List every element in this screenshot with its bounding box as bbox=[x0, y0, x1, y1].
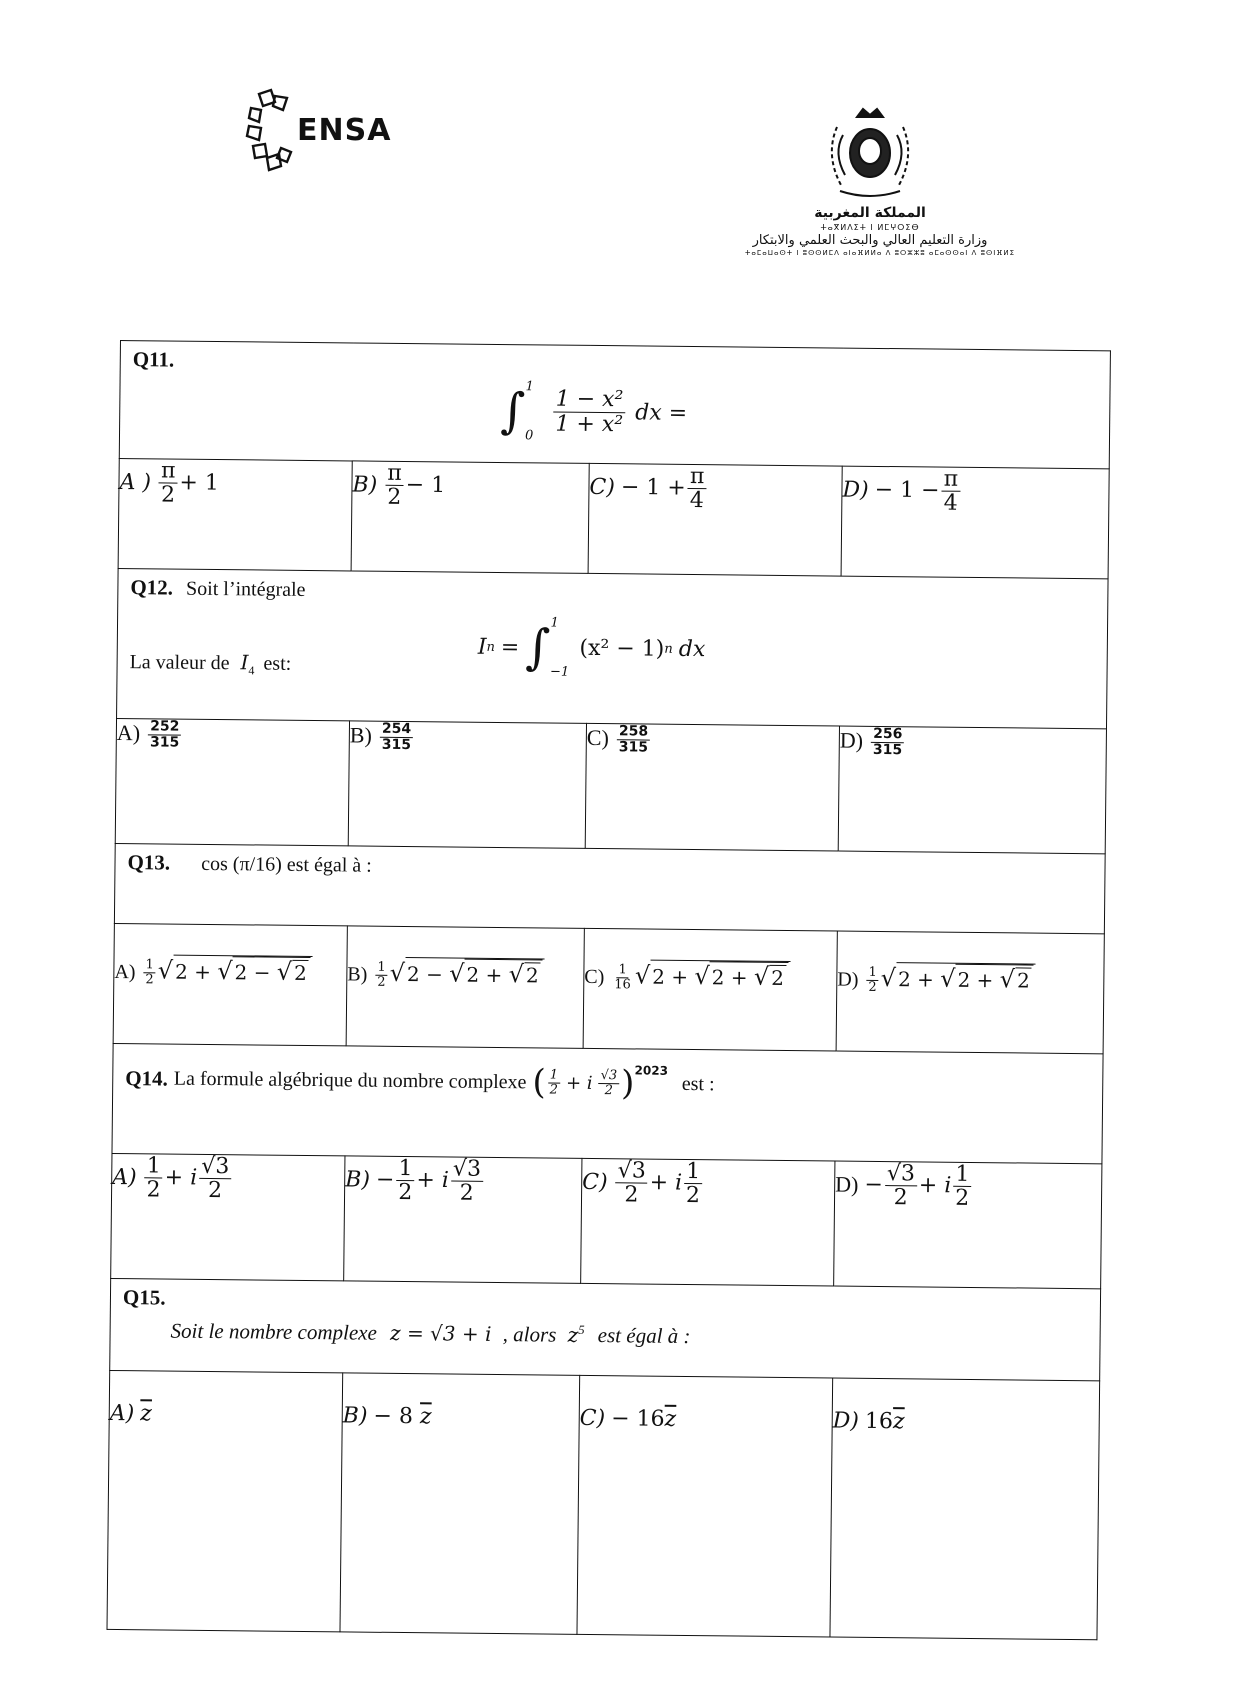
q12-option-b[interactable] bbox=[348, 721, 586, 848]
q14-expression: ( $\frac{1}{2}$ + i $\frac{√3}{2}$ ) $^{2023}$ bbox=[532, 1062, 669, 1104]
q12-lhs: I bbox=[477, 634, 487, 660]
expr-op: + i bbox=[565, 1072, 593, 1094]
sqrt-icon: √ bbox=[999, 965, 1016, 994]
q15-option-b[interactable] bbox=[340, 1373, 580, 1634]
option-imag-num: 1 bbox=[684, 1160, 702, 1184]
question-table bbox=[106, 340, 1110, 1640]
radicand-inner: 2 + bbox=[957, 967, 994, 993]
option-letter: B) bbox=[342, 1403, 368, 1429]
sqrt-icon: √ bbox=[508, 960, 525, 989]
q12-exponent: n bbox=[664, 641, 673, 657]
integral-sign-icon: ∫ bbox=[525, 619, 551, 676]
option-op: + i bbox=[918, 1173, 952, 1199]
option-imag-den: 2 bbox=[207, 1178, 223, 1204]
option-coef: − 8 bbox=[373, 1403, 414, 1430]
option-letter: D) bbox=[835, 1171, 859, 1197]
ensa-wordmark: ENSA bbox=[297, 112, 392, 148]
option-conjugate: $\overline{z}$ bbox=[664, 1406, 677, 1432]
option-den: 2 bbox=[387, 484, 402, 511]
option-coef-num: 1 bbox=[616, 964, 628, 979]
option-den: 4 bbox=[943, 490, 958, 516]
option-letter: A ) bbox=[119, 469, 152, 495]
q12-question-tail: est: bbox=[263, 652, 292, 675]
option-letter: C) bbox=[589, 474, 616, 500]
q12-label: Q12. bbox=[130, 575, 174, 600]
radicand-inner: 2 − bbox=[234, 960, 271, 985]
option-letter: B) bbox=[347, 963, 368, 986]
radicand-inner: 2 + bbox=[711, 965, 748, 990]
option-coef-num: 1 bbox=[866, 966, 878, 981]
option-letter: D) bbox=[837, 968, 859, 991]
option-real-num: 1 bbox=[145, 1154, 163, 1178]
option-letter: A) bbox=[109, 1400, 135, 1427]
q11-label: Q11. bbox=[132, 347, 175, 372]
option-real-den: 2 bbox=[398, 1180, 413, 1206]
option-suffix: + 1 bbox=[179, 470, 220, 496]
option-letter: C) bbox=[584, 965, 605, 989]
q11-upper-bound: 1 bbox=[525, 379, 534, 395]
q12-tail: dx bbox=[678, 636, 706, 662]
option-letter: D) bbox=[839, 727, 864, 753]
q11-option-b[interactable] bbox=[351, 461, 589, 573]
crest-arabic-ministry: وزارة التعليم العالي والبحث العلمي والابتكار bbox=[752, 232, 988, 248]
radicand-outer: 2 − bbox=[406, 962, 443, 987]
q13-option-d[interactable] bbox=[836, 931, 1104, 1054]
q15-stem-text: Soit le nombre complexe bbox=[170, 1318, 377, 1345]
option-coef-den: 2 bbox=[868, 979, 877, 995]
q12-var: I bbox=[240, 650, 249, 675]
q15-stem-tail: est égal à : bbox=[597, 1323, 691, 1349]
q12-option-c[interactable] bbox=[585, 723, 839, 851]
sqrt-icon: √ bbox=[276, 957, 293, 986]
radicand-innermost: 2 bbox=[292, 960, 309, 985]
option-num: π bbox=[159, 459, 178, 483]
option-letter: C) bbox=[582, 1169, 608, 1195]
q12-question bbox=[129, 649, 291, 679]
expr-b-den: 2 bbox=[604, 1082, 614, 1098]
option-num: π bbox=[385, 462, 404, 486]
q13-stem-text: cos (π/16) est égal à : bbox=[201, 852, 372, 877]
option-conjugate: $\overline{z}$ bbox=[892, 1409, 905, 1435]
q12-stem-text: Soit l’intégrale bbox=[185, 577, 306, 601]
option-num: 252 bbox=[148, 719, 181, 735]
q13-label: Q13. bbox=[127, 850, 171, 875]
q12-lhs-sub: n bbox=[486, 639, 495, 655]
option-imag-den: 2 bbox=[459, 1180, 474, 1206]
option-letter: D) bbox=[832, 1408, 860, 1434]
q12-var-sub: 4 bbox=[248, 663, 255, 678]
expr-a-den: 2 bbox=[549, 1082, 559, 1098]
sqrt-icon: √ bbox=[940, 964, 956, 993]
option-coef-num: 1 bbox=[375, 961, 387, 976]
option-num: 258 bbox=[617, 724, 650, 740]
sqrt-icon: √ bbox=[157, 956, 174, 985]
radicand-innermost: 2 bbox=[1015, 967, 1032, 992]
q13-stem bbox=[114, 843, 1105, 933]
option-sign: − bbox=[375, 1167, 395, 1193]
option-prefix: − 1 + bbox=[620, 474, 686, 501]
q12-stem bbox=[117, 568, 1109, 728]
option-coef: − 16 bbox=[611, 1406, 665, 1432]
option-letter: B) bbox=[349, 722, 373, 748]
option-real-den: 2 bbox=[624, 1182, 639, 1208]
option-suffix: − 1 bbox=[405, 472, 446, 499]
sqrt-icon: √ bbox=[449, 959, 465, 988]
crest-tifinagh-title: ⵜⴰⴳⵍⴷⵉⵜ ⵏ ⵍⵎⵖⵔⵉⴱ bbox=[820, 222, 920, 232]
q15-stem-mid: , alors bbox=[502, 1322, 557, 1347]
integral-sign-icon: ∫ bbox=[499, 382, 526, 440]
option-den: 315 bbox=[872, 741, 903, 758]
option-letter: D) bbox=[842, 477, 869, 503]
crest-arabic-title: المملكة المغربية bbox=[814, 205, 926, 221]
option-imag-den: 2 bbox=[955, 1185, 970, 1212]
q14-stem-tail: est : bbox=[681, 1072, 715, 1095]
sqrt-icon: √ bbox=[753, 962, 770, 991]
option-conjugate: $\overline{z}$ bbox=[419, 1404, 432, 1430]
option-letter: C) bbox=[586, 725, 609, 751]
q15-option-a[interactable] bbox=[107, 1370, 343, 1631]
q15-stem-exp: 5 bbox=[578, 1322, 585, 1337]
option-real-den: 2 bbox=[146, 1177, 161, 1203]
q15-label: Q15. bbox=[122, 1285, 166, 1310]
option-coef: 16 bbox=[864, 1408, 894, 1435]
q15-stem-var: z bbox=[567, 1322, 579, 1347]
q14-option-c[interactable] bbox=[581, 1158, 835, 1286]
option-num: π bbox=[688, 465, 707, 489]
ensa-logo bbox=[245, 88, 391, 178]
q13-option-c[interactable] bbox=[583, 928, 837, 1051]
option-imag-den: 2 bbox=[685, 1183, 701, 1209]
q12-upper-bound: 1 bbox=[550, 615, 559, 631]
q11-lower-bound: 0 bbox=[524, 428, 534, 444]
q12-option-a[interactable] bbox=[115, 718, 349, 845]
expr-b-num: √3 bbox=[599, 1069, 620, 1084]
option-op: + i bbox=[164, 1165, 198, 1191]
option-op: + i bbox=[649, 1170, 683, 1196]
q13-option-b[interactable] bbox=[346, 926, 584, 1048]
option-coef-num: 1 bbox=[143, 959, 155, 974]
q11-stem bbox=[119, 341, 1110, 469]
option-letter: B) bbox=[352, 472, 378, 498]
q11-denominator: 1 + x² bbox=[555, 411, 624, 437]
radicand-innermost: 2 bbox=[524, 962, 541, 987]
option-imag-num: √3 bbox=[199, 1155, 231, 1179]
coat-of-arms-icon bbox=[815, 105, 925, 205]
q12-question-text: La valeur de bbox=[129, 651, 230, 675]
sqrt-icon: √ bbox=[389, 958, 406, 988]
q15-option-d[interactable] bbox=[830, 1378, 1100, 1640]
q14-option-d[interactable] bbox=[834, 1161, 1102, 1289]
expr-exponent: 2023 bbox=[634, 1063, 669, 1078]
sqrt-icon: √ bbox=[217, 957, 233, 986]
option-coef-den: 2 bbox=[145, 972, 154, 988]
q14-stem-text: La formule algébrique du nombre complexe bbox=[173, 1067, 527, 1093]
option-imag-num: √3 bbox=[451, 1158, 483, 1182]
option-op: + i bbox=[416, 1167, 450, 1194]
option-den: 315 bbox=[381, 736, 412, 753]
option-prefix: − 1 − bbox=[874, 477, 940, 504]
q14-option-b[interactable] bbox=[344, 1156, 582, 1283]
option-num: π bbox=[942, 468, 961, 492]
q11-option-d[interactable] bbox=[841, 466, 1109, 579]
q11-numerator: 1 − x² bbox=[554, 388, 626, 413]
q14-stem bbox=[112, 1043, 1103, 1163]
q12-lower-bound: −1 bbox=[549, 664, 570, 680]
q12-integral: I n = ∫ 1 −1 (x² − 1) n dx bbox=[477, 615, 706, 680]
q11-option-c[interactable] bbox=[588, 463, 842, 576]
radicand-outer: 2 + bbox=[897, 967, 935, 992]
option-num: 256 bbox=[871, 727, 904, 743]
option-letter: A) bbox=[114, 960, 136, 984]
option-coef-den: 2 bbox=[377, 974, 386, 990]
q12-body: (x² − 1) bbox=[579, 635, 665, 662]
q14-option-a[interactable] bbox=[111, 1153, 345, 1280]
option-conjugate: $\overline{z}$ bbox=[140, 1401, 152, 1427]
q12-option-d[interactable] bbox=[838, 726, 1106, 854]
option-den: 315 bbox=[618, 738, 649, 756]
kingdom-crest bbox=[745, 105, 1016, 258]
option-real-num: √3 bbox=[885, 1162, 917, 1186]
q13-option-a[interactable] bbox=[113, 923, 347, 1045]
sqrt-icon: √ bbox=[880, 964, 897, 993]
radicand-innermost: 2 bbox=[769, 965, 786, 990]
option-letter: A) bbox=[116, 720, 141, 746]
option-real-num: 1 bbox=[396, 1157, 414, 1181]
sqrt-icon: √ bbox=[634, 961, 651, 990]
q15-stem bbox=[110, 1278, 1101, 1380]
radicand-outer: 2 + bbox=[652, 964, 689, 989]
option-letter: C) bbox=[579, 1405, 606, 1432]
expr-a-num: 1 bbox=[548, 1068, 560, 1083]
q15-option-c[interactable] bbox=[577, 1375, 833, 1637]
q15-stem-expr: z = √3 + i bbox=[389, 1320, 492, 1346]
crest-tifinagh-ministry: ⵜⴰⵎⴰⵡⴰⵙⵜ ⵏ ⵓⵙⵙⵍⵎⴷ ⴰⵏⴰⴼⵍⵍⴰ ⴷ ⵓⵔⵣⵣⵓ ⴰⵎⴰⵙⵙⴰⵏ ⴷ ⵓⵙⵏⴼⵍⵉ bbox=[745, 248, 1016, 257]
option-num: 254 bbox=[380, 722, 413, 738]
q14-label: Q14. bbox=[125, 1065, 168, 1091]
q11-integral bbox=[500, 379, 688, 445]
option-coef-den: 16 bbox=[614, 977, 631, 993]
option-real-num: √3 bbox=[616, 1159, 648, 1183]
ensa-petals-icon bbox=[245, 88, 295, 178]
option-den: 315 bbox=[149, 734, 180, 751]
option-letter: B) bbox=[345, 1166, 371, 1193]
option-imag-num: 1 bbox=[953, 1163, 971, 1187]
q11-option-a[interactable] bbox=[118, 458, 352, 570]
radicand-outer: 2 + bbox=[174, 959, 212, 984]
option-letter: A) bbox=[112, 1164, 137, 1190]
option-den: 2 bbox=[160, 482, 176, 508]
option-den: 4 bbox=[689, 488, 704, 514]
sqrt-icon: √ bbox=[694, 962, 710, 991]
option-sign: − bbox=[864, 1172, 883, 1198]
q11-tail: dx = bbox=[635, 399, 688, 426]
option-real-den: 2 bbox=[893, 1185, 908, 1211]
radicand-inner: 2 + bbox=[466, 962, 503, 988]
